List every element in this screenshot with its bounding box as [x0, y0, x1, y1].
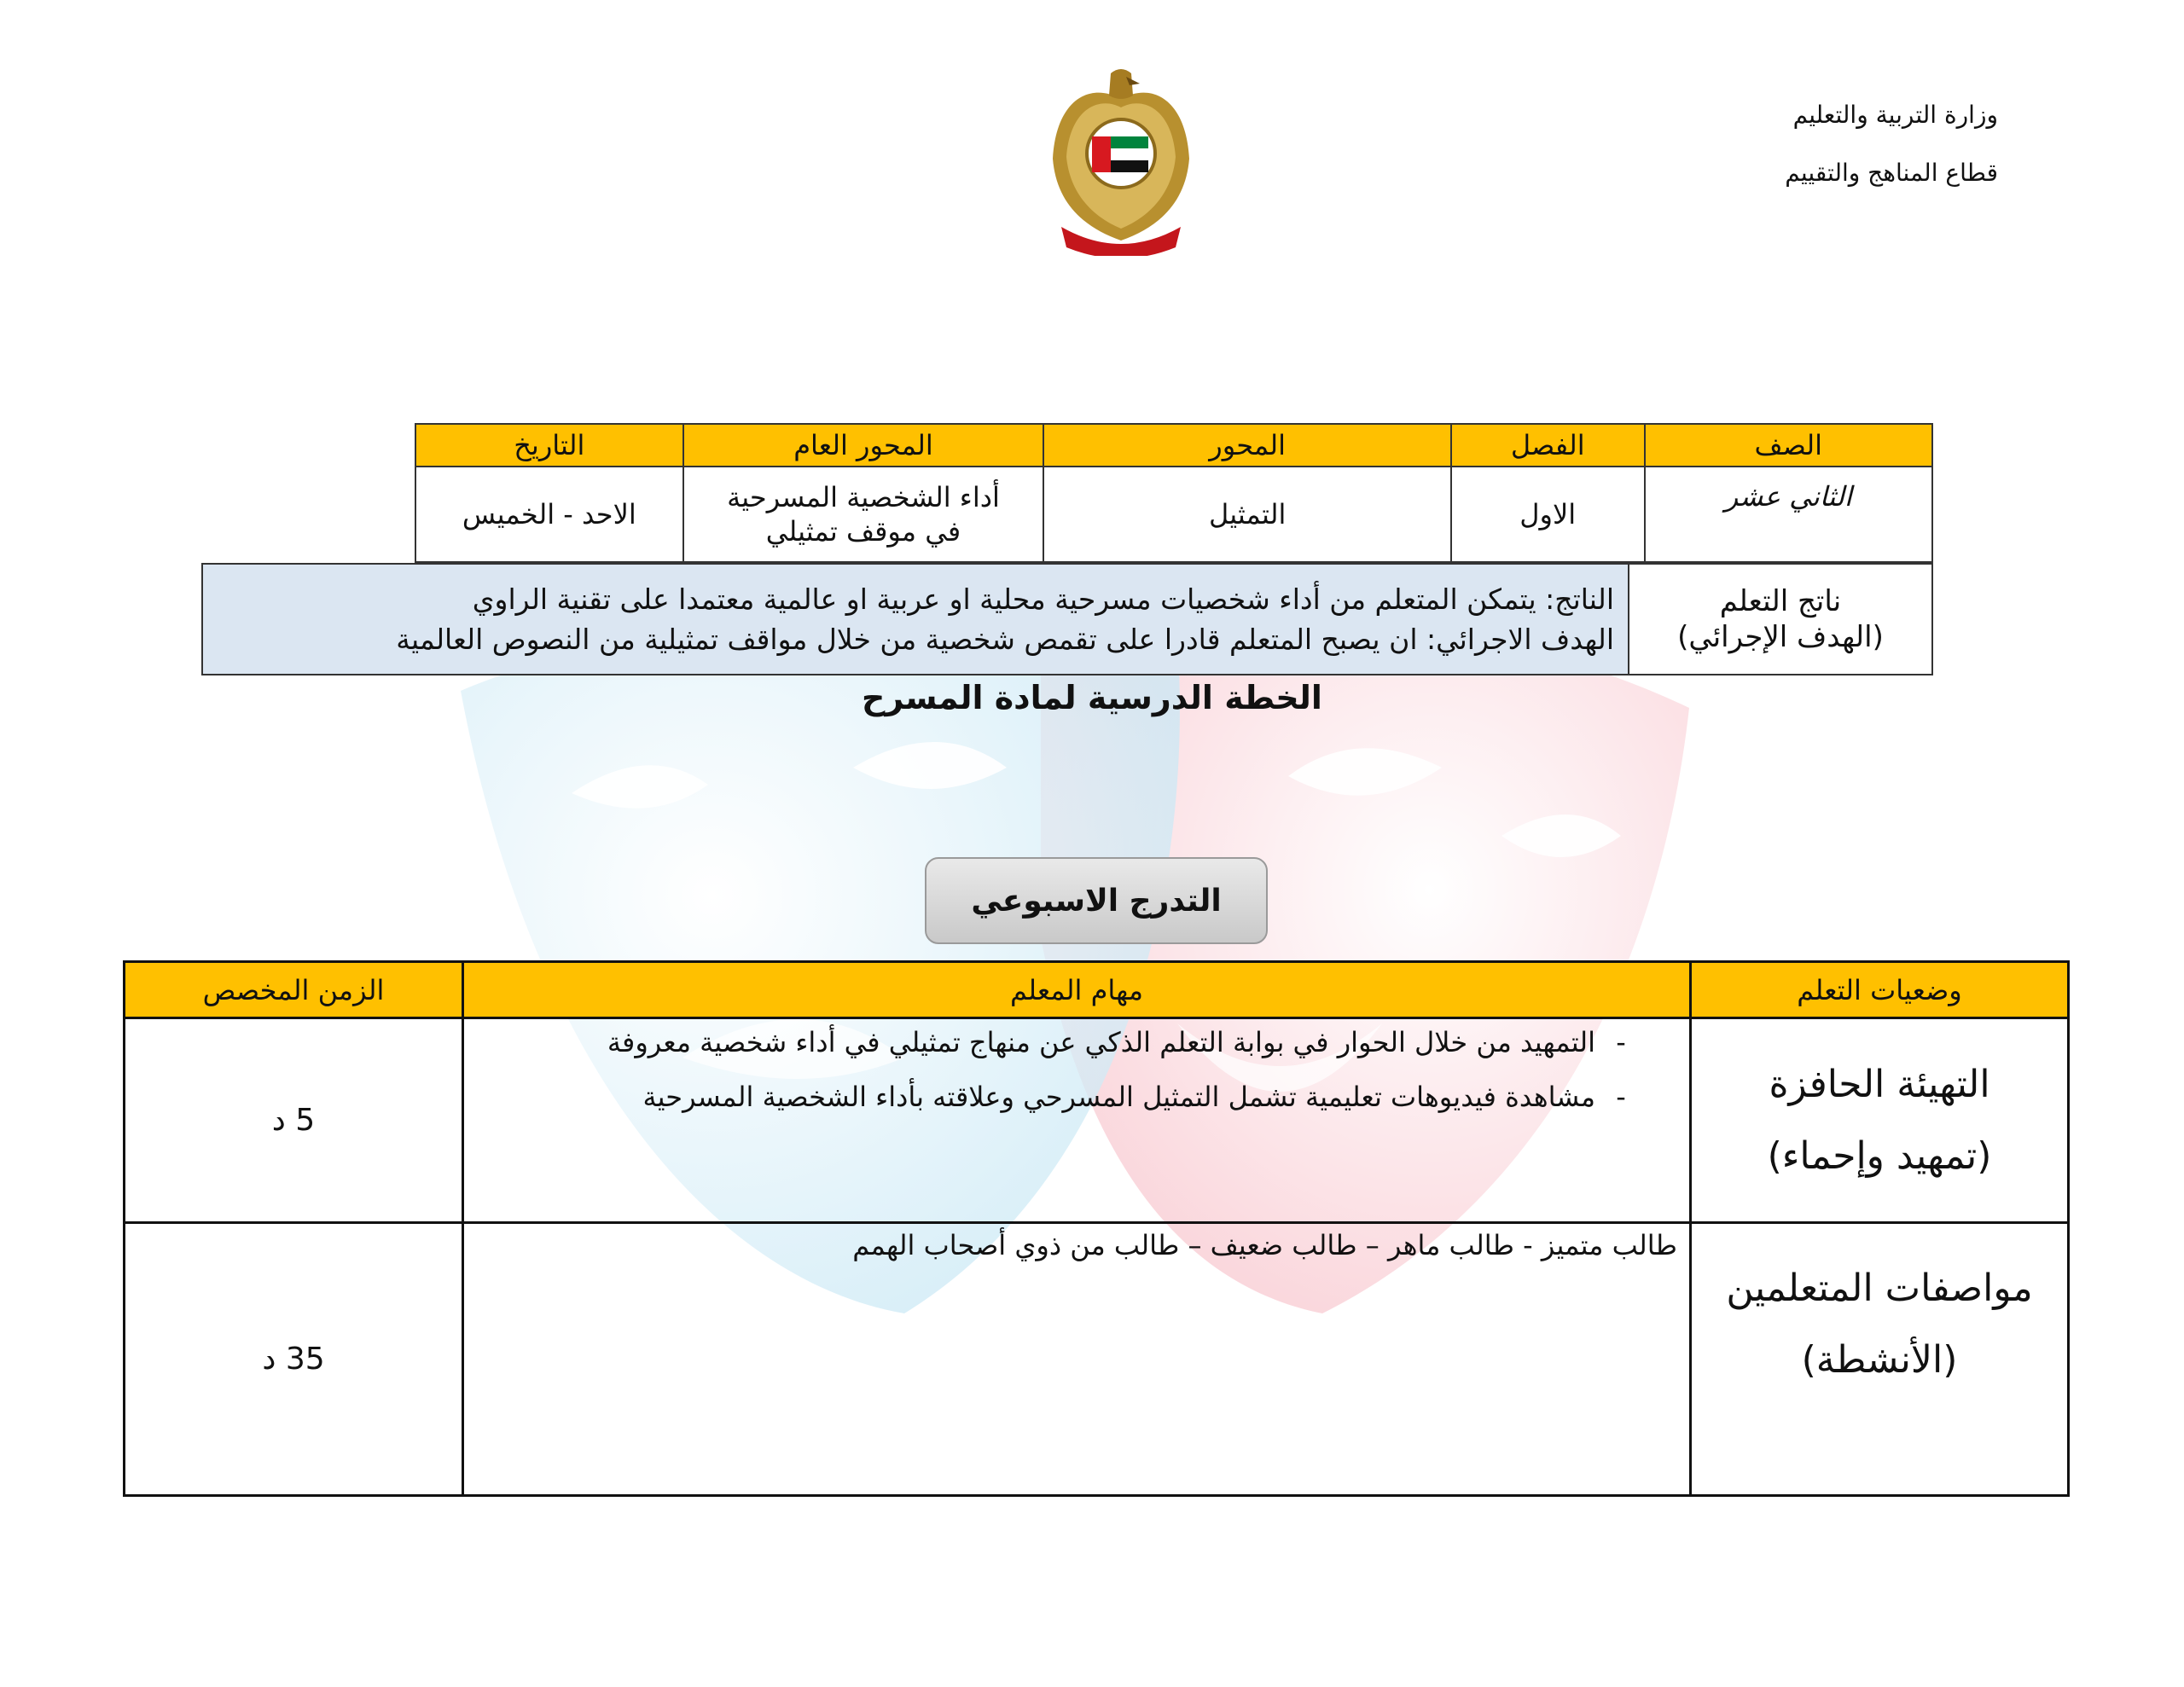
value-date: الاحد - الخميس — [415, 467, 683, 562]
learner-profiles: طالب متميز - طالب ماهر – طالب ضعيف – طالب من ذوي أصحاب الهمم — [463, 1223, 1691, 1496]
uae-falcon-emblem-icon — [1048, 65, 1194, 256]
outcome-label-line2: (الهدف الإجرائي) — [1677, 620, 1884, 654]
value-general-axis — [683, 467, 1044, 562]
value-grade: الثاني عشر — [1645, 467, 1932, 562]
value-term: الاول — [1451, 467, 1645, 562]
stage-warmup-line1: التهيئة الحافزة — [1769, 1062, 1990, 1106]
lesson-table — [123, 960, 2070, 1497]
bullet-dash: - — [1616, 1026, 1626, 1058]
plan-title: الخطة الدرسية لمادة المسرح — [862, 679, 1322, 716]
general-axis-line2: في موقف تمثيلي — [765, 515, 961, 548]
time-activities: 35 د — [125, 1223, 463, 1496]
stage-learners — [1691, 1223, 2069, 1496]
time-warmup: 5 د — [125, 1018, 463, 1223]
header-axis: المحور — [1043, 424, 1451, 467]
stage-learners-line1: مواصفات المتعلمين — [1726, 1267, 2033, 1310]
objective-text: الهدف الاجرائي: ان يصبح المتعلم قادرا على تقمص شخصية من خلال مواقف تمثيلية من النصوص العالمية — [396, 623, 1614, 656]
header-term: الفصل — [1451, 424, 1645, 467]
header-general-axis: المحور العام — [683, 424, 1044, 467]
outcome-content — [202, 564, 1629, 675]
header-learning-situations: وضعيات التعلم — [1691, 962, 2069, 1018]
table-row — [125, 1018, 2069, 1223]
outcome-text: الناتج: يتمكن المتعلم من أداء شخصيات مسرحية محلية او عربية او عالمية معتمدا على تقنية الراوي — [472, 582, 1614, 616]
outcome-table — [201, 563, 1933, 675]
stage-warmup-line2: (تمهيد وإحماء) — [1767, 1133, 1992, 1178]
warmup-tasks — [463, 1018, 1691, 1223]
general-axis-line1: أداء الشخصية المسرحية — [727, 481, 1000, 513]
list-item — [465, 1026, 1647, 1058]
header-grade: الصف — [1645, 424, 1932, 467]
list-item — [465, 1081, 1647, 1113]
value-axis: التمثيل — [1043, 467, 1451, 562]
stage-warmup — [1691, 1018, 2069, 1223]
sector-name: قطاع المناهج والتقييم — [1785, 159, 1998, 187]
outcome-label — [1629, 564, 1932, 675]
header-teacher-tasks: مهام المعلم — [463, 962, 1691, 1018]
ministry-name: وزارة التربية والتعليم — [1792, 101, 1998, 129]
outcome-label-line1: ناتج التعلم — [1719, 583, 1842, 618]
task-text: التمهيد من خلال الحوار في بوابة التعلم الذكي عن منهاج تمثيلي في أداء شخصية معروفة — [607, 1026, 1595, 1058]
info-table — [415, 423, 1933, 563]
header-date: التاريخ — [415, 424, 683, 467]
stage-learners-line2: (الأنشطة) — [1801, 1337, 1958, 1382]
task-text: مشاهدة فيديوهات تعليمية تشمل التمثيل المسرحي وعلاقته بأداء الشخصية المسرحية — [642, 1081, 1595, 1113]
table-row — [125, 1223, 2069, 1496]
bullet-dash: - — [1616, 1081, 1626, 1113]
weekly-progression-button[interactable]: التدرج الاسبوعي — [925, 857, 1268, 944]
header-allocated-time: الزمن المخصص — [125, 962, 463, 1018]
